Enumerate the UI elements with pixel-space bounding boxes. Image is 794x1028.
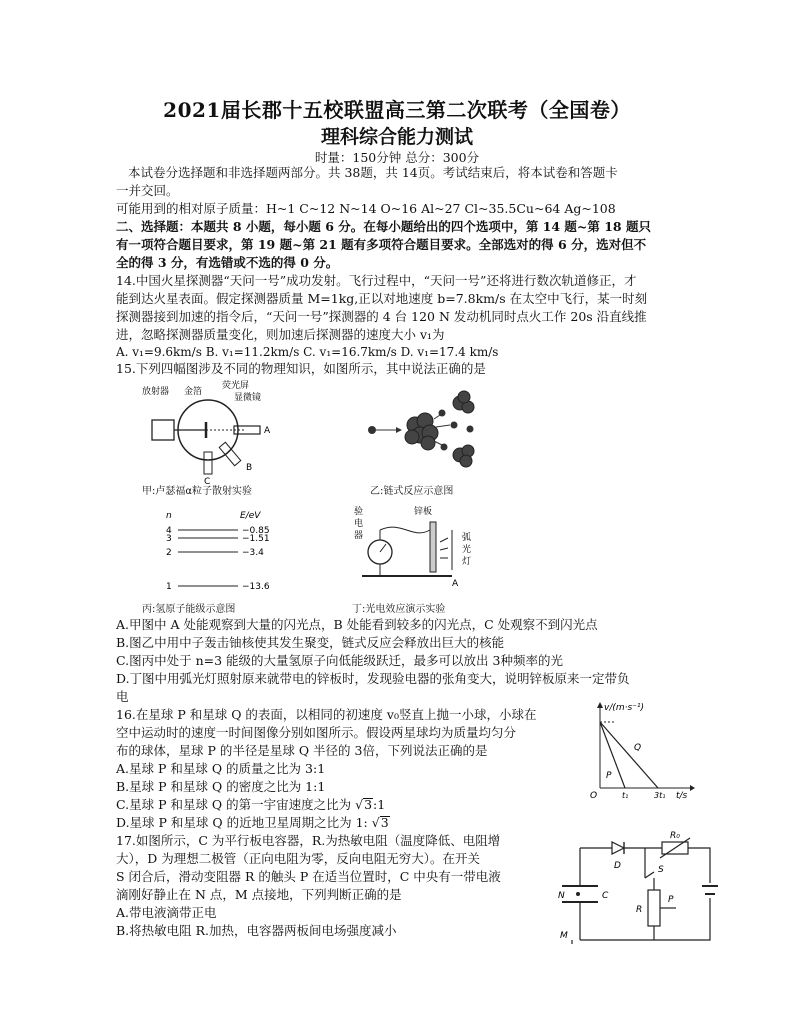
figure-ding (352, 500, 482, 600)
energy-level-e: −13.6 (242, 582, 270, 592)
q16-line-1: 16.在星球 P 和星球 Q 的表面，以相同的初速度 v₀竖直上抛一小球，小球在 (116, 707, 537, 722)
fig-ding-label-0: 验 (354, 507, 364, 517)
circuit-label-3: P (668, 895, 674, 905)
section-2-rule: 在每小题给出的四个选项中，第 14 题~第 18 题只 (363, 219, 651, 234)
fig-ding-label-4: 弧 (462, 533, 472, 543)
figure-jia-caption: 甲:卢瑟福α粒子散射实验 (142, 486, 252, 497)
q14-options: A. v₁=9.6km/s B. v₁=11.2km/s C. v₁=16.7km/s D. v₁=17.4 km/s (116, 345, 499, 359)
q16-d-radicand: 3 (380, 815, 389, 830)
fig-jia-label-6: C (204, 477, 211, 487)
q17-option-a: A.带电液滴带正电 (116, 905, 217, 920)
q14-line-3: 探测器接到加速的指令后，“天问一号”探测器的 4 台 120 N 发动机同时点火工作 20s 沿直线推 (116, 309, 647, 324)
fig-jia-label-0: 放射器 (142, 387, 170, 397)
section-2-label: 二、选择题：本题共 8 小题，每小题 6 分。 (116, 219, 364, 234)
fig-bing-axis-n: n (166, 511, 172, 521)
q17-line-3: S 闭合后，滑动变阻器 R 的触头 P 在适当位置时，C 中央有一带电液 (116, 869, 501, 884)
fig-bing-axis-e: E/eV (240, 511, 261, 521)
graph-p-label: P (606, 771, 612, 781)
figure-bing-energy-levels (150, 508, 290, 596)
circuit-label-7: M (560, 931, 568, 941)
graph-line-p (600, 722, 625, 788)
circuit-label-6: C (602, 891, 609, 901)
energy-level-n: 4 (166, 526, 172, 536)
energy-level-e: −0.85 (242, 526, 270, 536)
fig-ding-label-6: 灯 (462, 557, 472, 567)
fig-ding-label-1: 电 (354, 519, 364, 529)
fig-jia-label-1: 金箔 (184, 387, 203, 397)
q15-stem: 15.下列四幅图涉及不同的物理知识，如图所示，其中说法正确的是 (116, 361, 486, 376)
q16-line-3: 布的球体，星球 P 的半径是星球 Q 半径的 3倍，下列说法正确的是 (116, 743, 488, 758)
q16-c-text: C.星球 P 和星球 Q 的第一宇宙速度之比为 (116, 797, 356, 812)
section-2-line-2: 有一项符合题目要求，第 19 题~第 21 题有多项符合题目要求。全部选对的得 6 分，选对但不 (116, 237, 647, 252)
q17-option-b: B.将热敏电阻 R.加热，电容器两板间电场强度减小 (116, 923, 397, 938)
exam-title: 2021届长郡十五校联盟高三第二次联考（全国卷） (163, 98, 631, 122)
graph-y-label: v/(m·s⁻¹) (604, 703, 645, 713)
q16-option-c: C.星球 P 和星球 Q 的第一宇宙速度之比为 √3:1 (116, 797, 386, 812)
intro-line-1: 本试卷分选择题和非选择题两部分。共 38题，共 14页。考试结束后，将本试卷和答题卡 (128, 165, 618, 180)
q17-line-1: 17.如图所示，C 为平行板电容器，R.为热敏电阻（温度降低、电阻增 (116, 833, 501, 848)
fig-jia-label-2: 荧光屏 (222, 381, 250, 391)
q15-option-d: D.丁图中用弧光灯照射原来就带电的锌板时，发现验电器的张角变大，说明锌板原来一定带负 (116, 671, 630, 686)
circuit-label-2: S (658, 865, 664, 875)
q16-line-2: 空中运动时的速度一时间图像分别如图所示。假设两星球均为质量均匀分 (116, 725, 517, 740)
q15-option-b: B.图乙中用中子轰击铀核使其发生聚变，链式反应会释放出巨大的核能 (116, 635, 505, 650)
fig-jia-label-3: 显微镜 (234, 393, 262, 403)
fig-ding-label-5: 光 (462, 545, 472, 555)
q15-option-c: C.图丙中处于 n=3 能级的大量氢原子向低能级跃迁，最多可以放出 3种频率的光 (116, 653, 563, 668)
q16-c-radicand: 3 (364, 797, 373, 812)
graph-x-label: t/s (676, 791, 688, 800)
graph-q-label: Q (634, 743, 642, 753)
fig-ding-label-7: A (452, 579, 459, 589)
fig-ding-label-2: 器 (354, 531, 364, 541)
exam-meta: 时量：150分钟 总分：300分 (314, 150, 480, 165)
energy-level-n: 2 (166, 548, 172, 558)
q17-line-2: 大），D 为理想二极管（正向电阻为零，反向电阻无穷大）。在开关 (116, 851, 480, 866)
energy-level-e: −1.51 (242, 534, 270, 544)
energy-level-n: 3 (166, 534, 172, 544)
figure-bing-caption: 丙:氢原子能级示意图 (142, 604, 236, 615)
exam-subtitle: 理科综合能力测试 (320, 126, 473, 148)
q17-circuit (550, 828, 730, 950)
figure-yi-caption: 乙:链式反应示意图 (370, 486, 454, 497)
circuit-label-0: R₀ (670, 831, 680, 841)
section-2-heading (116, 218, 686, 236)
graph-3t1: 3t₁ (654, 791, 666, 800)
q16-option-b: B.星球 P 和星球 Q 的密度之比为 1:1 (116, 779, 326, 794)
q16-vt-graph (580, 700, 695, 800)
figure-yi (360, 385, 490, 485)
q15-option-a: A.甲图中 A 处能观察到大量的闪光点，B 处能看到较多的闪光点，C 处观察不到闪光点 (116, 617, 598, 632)
section-2-line-3: 全的得 3 分，有选错或不选的得 0 分。 (116, 255, 339, 270)
atomic-mass-line: 可能用到的相对原子质量：H~1 C~12 N~14 O~16 Al~27 Cl~35.5Cu~64 Ag~108 (116, 201, 616, 216)
q17-line-4: 滴刚好静止在 N 点，M 点接地，下列判断正确的是 (116, 887, 402, 902)
q16-option-a: A.星球 P 和星球 Q 的质量之比为 3:1 (116, 761, 326, 776)
graph-t1: t₁ (622, 791, 629, 800)
fig-ding-label-3: 锌板 (414, 507, 433, 517)
energy-level-n: 1 (166, 582, 172, 592)
circuit-label-5: N (558, 891, 565, 901)
fig-jia-label-5: B (246, 463, 253, 473)
q14-line-4: 进，忽略探测器质量变化，则加速后探测器的速度大小 v₁为 (116, 327, 445, 342)
graph-origin: O (590, 791, 598, 800)
circuit-label-1: D (614, 861, 621, 871)
energy-level-e: −3.4 (242, 548, 264, 558)
fig-jia-label-4: A (264, 426, 271, 436)
q14-line-2: 能到达火星表面。假定探测器质量 M=1kg,正以对地速度 b=7.8km/s 在太空中飞行，某一时刻 (116, 291, 648, 306)
q16-d-text: D.星球 P 和星球 Q 的近地卫星周期之比为 1: (116, 815, 372, 830)
figure-ding-caption: 丁:光电效应演示实验 (352, 604, 446, 615)
circuit-label-4: R (636, 905, 643, 915)
q15-option-d-cont: 电 (116, 689, 129, 704)
q14-line-1: 14.中国火星探测器“天问一号”成功发射。飞行过程中，“天问一号”还将进行数次轨道修正，才 (116, 273, 637, 288)
intro-line-2: 一并交回。 (116, 183, 179, 198)
q16-c-ratio: :1 (373, 797, 386, 812)
q16-option-d: D.星球 P 和星球 Q 的近地卫星周期之比为 1: √3 (116, 815, 389, 830)
